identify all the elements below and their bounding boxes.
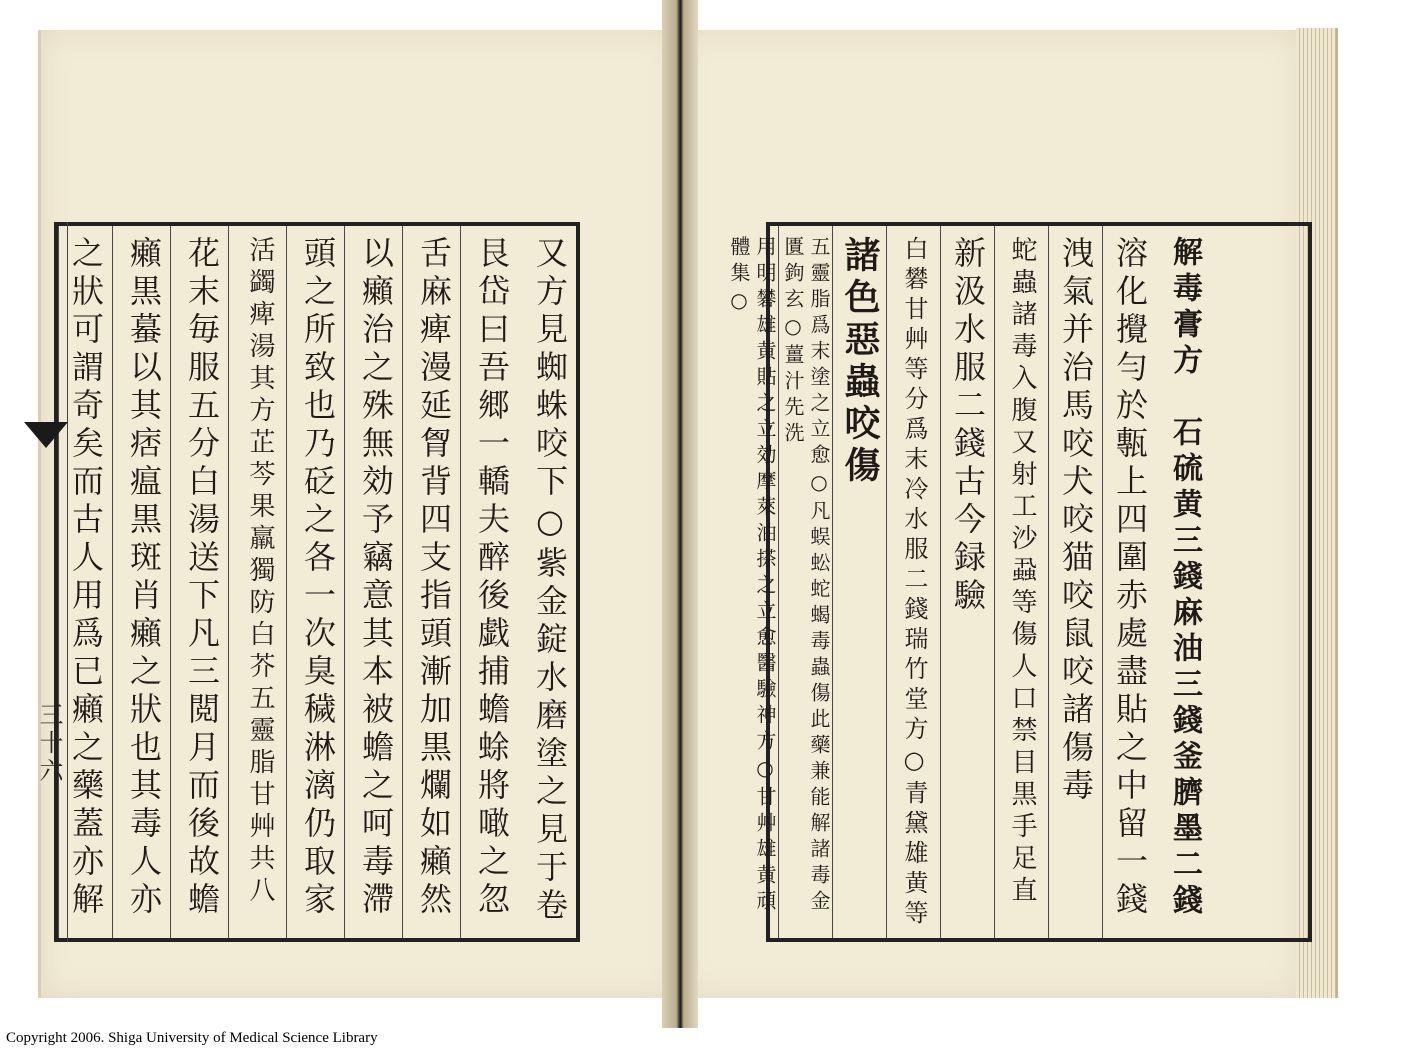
text-column: 五靈脂爲末塗之立愈○凡蜈蚣蛇蝎毒蟲傷此藥兼能解諸毒金匱鉤玄○薑汁先洗 xyxy=(778,226,832,938)
copyright-notice: Copyright 2006. Shiga University of Medical Science Library xyxy=(6,1030,378,1046)
text-column: 諸色惡蟲咬傷 xyxy=(832,226,886,938)
left-folio-number: 三十六 xyxy=(35,702,63,786)
fishtail-mark xyxy=(24,422,68,448)
text-column: 洩氣并治馬咬犬咬猫咬鼠咬諸傷毒 xyxy=(1048,226,1102,938)
text-column: 活蠲痺湯其方芷芩果羸獨防白芥五靈脂甘艸共八 xyxy=(228,226,286,938)
text-column: 癩黒蟇以其痞瘟黒斑肖癩之狀也其毒人亦 xyxy=(112,226,170,938)
text-column: 用明礬雄黄貼之立効摩萊油搽之立愈醫驗神方○甘艸雄黄頑體集○ xyxy=(727,236,777,916)
text-column: 溶化攪勻於甎上四圍赤處盡貼之中留一錢 xyxy=(1102,226,1156,938)
left-folio-strip xyxy=(24,222,68,942)
text-column: 艮岱曰吾郷一轎夫醉後戯捕蟾蜍將噉之忽 xyxy=(460,226,518,938)
text-column: 解毒膏方 石硫黄三錢麻油三錢釜臍墨二錢 xyxy=(1167,236,1202,920)
text-column: 舌麻痺漫延胷背四支指頭漸加黒爛如癩然 xyxy=(402,226,460,938)
text-column: 又方見蜘蛛咬下○紫金錠水磨塗之見于卷 xyxy=(531,236,569,926)
text-column: 白礬甘艸等分爲末冷水服二錢瑞竹堂方○青黛雄黄等 xyxy=(886,226,940,938)
text-column: 以癩治之殊無効予竊意其本被蟾之呵毒滯 xyxy=(344,226,402,938)
right-text-frame xyxy=(727,222,1312,942)
text-column: 蛇蟲諸毒入腹又射工沙蝨等傷人口禁目黒手足直 xyxy=(994,226,1048,938)
text-column: 頭之所致也乃砭之各一次臭穢淋漓仍取家 xyxy=(286,226,344,938)
text-column: 新汲水服二錢古今録驗 xyxy=(940,226,994,938)
left-text-frame xyxy=(54,222,580,942)
book-gutter xyxy=(662,0,698,1028)
text-column: 之狀可謂奇矣而古人用爲已癩之藥蓋亦解 xyxy=(58,226,112,938)
text-column: 花末毎服五分白湯送下凡三閲月而後故蟾 xyxy=(170,226,228,938)
